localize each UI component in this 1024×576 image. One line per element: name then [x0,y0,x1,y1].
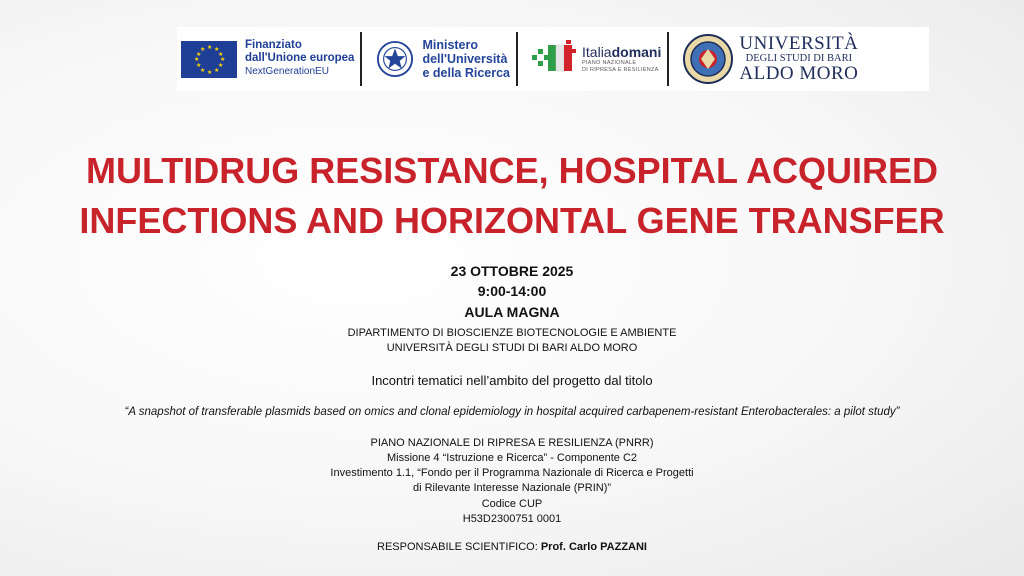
italiadomani-sub1: PIANO NAZIONALE [582,60,637,66]
mur-line1: Ministero [422,38,479,52]
eu-logo [177,27,354,91]
italiadomani-logo [524,27,661,91]
italian-republic-emblem-icon [376,40,414,78]
logo-divider [667,32,669,86]
funding-line6: H53D2300751 0001 [462,513,562,525]
event-venue: AULA MAGNA [464,304,560,320]
funding-line2: Missione 4 “Istruzione e Ricerca” - Componente C2 [386,452,638,464]
department-line1: DIPARTIMENTO DI BIOSCIENZE BIOTECNOLOGIE E AMBIENTE [347,327,677,339]
uniba-logo [675,27,858,91]
department-line2: UNIVERSITÀ DEGLI STUDI DI BARI ALDO MORO [386,342,638,354]
project-title: “A snapshot of transferable plasmids based on omics and clonal epidemiology in hospital acquired carbapenem-resistant Enterobacterales: a pilot study” [124,406,900,418]
mur-line3: e della Ricerca [422,66,511,80]
funding-line4: di Rilevante Interesse Nazionale (PRIN)” [412,482,612,494]
mur-logo [368,27,510,91]
eu-line1: Finanziato [245,39,302,51]
uniba-line1: UNIVERSITÀ [739,33,859,54]
intro-text: Incontri tematici nell’ambito del progetto dal titolo [371,373,653,388]
logo-divider [516,32,518,86]
event-title-line2: INFECTIONS AND HORIZONTAL GENE TRANSFER [79,200,945,241]
event-date: 23 OTTOBRE 2025 [450,263,574,279]
scientific-responsible [0,541,1024,553]
italiadomani-sub2: DI RIPRESA E RESILIENZA [582,67,659,73]
eu-line2: dall'Unione europea [245,52,355,64]
italiadomani-mark-icon [532,39,576,79]
funding-line1: PIANO NAZIONALE DI RIPRESA E RESILIENZA (PNRR) [370,437,654,449]
uniba-line2: DEGLI STUDI DI BARI [745,53,853,64]
event-title-line1: MULTIDRUG RESISTANCE, HOSPITAL ACQUIRED [85,150,938,191]
event-time: 9:00-14:00 [477,283,547,299]
responsible-label: RESPONSABILE SCIENTIFICO: [377,541,541,553]
uniba-line3: ALDO MORO [739,63,859,84]
mur-line2: dell'Università [422,52,508,66]
funding-line3: Investimento 1.1, “Fondo per il Programma Nazionale di Ricerca e Progetti [330,467,694,479]
funding-line5: Codice CUP [481,498,543,510]
university-seal-icon [683,34,733,84]
eu-flag-icon: ★ ★ ★ ★ ★ ★ ★ ★ ★ ★ ★ ★ [181,41,237,78]
eu-line3: NextGenerationEU [245,66,329,77]
italiadomani-brand-b: domani [611,44,662,60]
logo-divider [360,32,362,86]
logo-bar [177,27,929,91]
responsible-name: Prof. Carlo PAZZANI [540,541,647,553]
italiadomani-brand-a: Italia [582,44,612,60]
